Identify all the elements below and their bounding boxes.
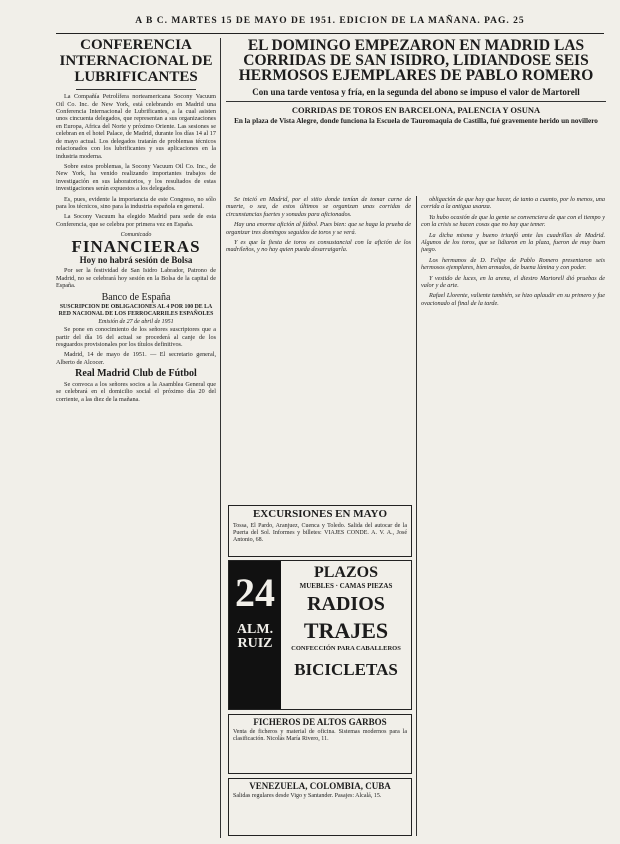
ad-ruiz-name: ALM. RUIZ xyxy=(236,622,274,651)
header-rule xyxy=(56,33,604,34)
ad-ruiz-side-banner xyxy=(229,561,281,709)
ad-venezuela xyxy=(228,778,412,836)
column-divider xyxy=(220,38,221,838)
main-headline: EL DOMINGO EMPEZARON EN MADRID LAS CORRIDAS DE SAN ISIDRO, LIDIANDOSE SEIS HERMOSOS EJEMPLARES DE PABLO ROMERO xyxy=(238,38,594,84)
ad-ruiz-bicicletas: BICICLETAS xyxy=(294,659,398,679)
left-title-rule xyxy=(76,89,196,90)
ad-ficheros-title: FICHEROS DE ALTOS GARBOS xyxy=(253,717,387,727)
ad-ruiz-plazos: PLAZOS xyxy=(313,564,378,581)
ad-venezuela-text: Salidas regulares desde Vigo y Santander. Pasajes: Alcalá, 15. xyxy=(233,793,382,800)
ad-excursiones-text: Tossa, El Pardo, Aranjuez, Cuenca y Toledo. Salida del autocar de la Puerta del Sol. Informes y billetes: VIAJES CONDE. A. V. A., José Antonio, 68. xyxy=(233,522,407,543)
ad-ruiz-number: 24 xyxy=(235,570,275,615)
right-paragraph-1: obligación de que hay que hacer, de tanto a cuanto, por lo menos, una corrida a la antigua usanza. xyxy=(421,196,605,211)
banco-title: Banco de España xyxy=(101,291,171,303)
banco-signature: Madrid, 14 de mayo de 1951. — El secretario general, Alberto de Alcocer. xyxy=(56,351,216,366)
right-paragraph-2: Ya hubo ocasión de que la gente se convenciera de que con el tiempo y con la crisis se hacen cosas que no hay que temer. xyxy=(421,213,605,229)
left-paragraph-1: La Compañía Petrolífera norteamericana Socony Vacuum Oil Co. Inc. de New York, está celebrando en Madrid una Conferencia Internacional de Lubrificantes, a la cual asisten unos cincuenta delegados, que representan a sus organizaciones en Europa, Africa del Norte y próximo Oriente. Las sesiones se celebran en el hotel Palace, de Madrid, durante los días 14 al 17 de mayo actual. Los delegados tratarán de problemas técnicos relacionados con los lubrificantes y sus aplicaciones en la industria moderna. xyxy=(56,93,216,160)
left-paragraph-3: Es, pues, evidente la importancia de este Congreso, no sólo para los técnicos, sino para la industria española en general. xyxy=(56,195,216,210)
real-madrid-title: Real Madrid Club de Fútbol xyxy=(75,368,197,380)
left-column xyxy=(56,38,216,838)
ad-almacenes-ruiz xyxy=(228,560,412,710)
main-subhead-3: En la plaza de Vista Alegre, donde funciona la Escuela de Tauromaquia de Castilla, fué gravemente herido un novillero xyxy=(234,116,598,125)
subhead-rule xyxy=(226,101,606,102)
middle-text-column xyxy=(226,196,411,498)
ad-ruiz-confeccion: CONFECCIÓN PARA CABALLEROS xyxy=(291,645,401,652)
ad-excursiones xyxy=(228,505,412,557)
ad-ruiz-muebles: MUEBLES · CAMAS PIEZAS xyxy=(299,582,393,590)
main-subhead-2: CORRIDAS DE TOROS EN BARCELONA, PALENCIA Y OSUNA xyxy=(291,105,541,115)
financieras-subtitle: Hoy no habrá sesión de Bolsa xyxy=(79,255,193,265)
ad-ruiz-trajes: TRAJES xyxy=(303,618,389,643)
right-paragraph-5: Y vestido de luces, en la arena, el diestro Martorell dió pruebas de valor y de arte. xyxy=(421,274,605,290)
financieras-title: FINANCIERAS xyxy=(71,237,201,257)
banco-paragraph: Se pone en conocimiento de los señores suscriptores que a partir del día 16 del actual se procederá al canje de los resguardos provisionales por los títulos definitivos. xyxy=(56,326,216,348)
right-paragraph-3: La dicha misma y bueno triunfó ante las cuadrillas de Madrid. Algunos de los toros, que se lidiaron en la plaza, fueron de muy buen juego. xyxy=(421,231,605,254)
right-text-column xyxy=(421,196,605,836)
page-header: A B C. MARTES 15 DE MAYO DE 1951. EDICION DE LA MAÑANA. PAG. 25 xyxy=(135,16,525,26)
section-label: Comunicado xyxy=(120,232,152,239)
bolsa-paragraph: Por ser la festividad de San Isidro Labrador, Patrono de Madrid, no se celebrará hoy sesión en la Bolsa de la capital de España. xyxy=(56,267,216,290)
middle-paragraph-1: Se inició en Madrid, por el sitio donde tenían de tomar carne de muerte, o sea, de estos últimos se organizan unas corridas de circunstancias fuertes y sonadas para aficionados. xyxy=(226,196,411,218)
real-madrid-paragraph: Se convoca a los señores socios a la Asamblea General que se celebrará en el domicilio social el próximo día 20 del corriente, a las diez de la mañana. xyxy=(56,380,216,403)
middle-paragraph-3: Y es que la fiesta de toros es consustancial con la afición de los madrileños, y no hay quien pueda desarraigarla. xyxy=(226,239,411,254)
banco-subtitle: SUSCRIPCION DE OBLIGACIONES AL 4 POR 100 DE LA RED NACIONAL DE LOS FERROCARRILES ESPAÑOLES xyxy=(58,304,214,318)
column-divider-2 xyxy=(416,196,417,836)
ad-venezuela-title: VENEZUELA, COLOMBIA, CUBA xyxy=(249,781,391,791)
ad-excursiones-title: EXCURSIONES EN MAYO xyxy=(252,508,388,520)
left-headline: CONFERENCIA INTERNACIONAL DE LUBRIFICANTES xyxy=(59,38,213,85)
left-paragraph-2: Sobre estos problemas, la Socony Vacuum Oil Co. Inc., de New York, ha venido realizando importantes trabajos de investigación en sus laboratorios, y los resultados de estas investigaciones serán expuestos a los delegados. xyxy=(56,162,216,193)
main-subhead: Con una tarde ventosa y fría, en la segunda del abono se impuso el valor de Martorell xyxy=(252,87,580,97)
ad-ruiz-radios: RADIOS xyxy=(307,593,385,615)
right-paragraph-6: Rafael Llorente, valiente también, se hizo aplaudir en su primero y fue ovacionado al final de la tarde. xyxy=(421,292,605,307)
middle-paragraph-2: Hay una enorme afición al fútbol. Pues bien: que se haga la prueba de organizar tres domingos seguidos de toros y se verá. xyxy=(226,221,411,236)
emision-date: Emisión de 27 de abril de 1951 xyxy=(98,319,174,326)
right-paragraph-4: Los hermanos de D. Felipe de Pablo Romero presentaron seis hermosos ejemplares, bien armados, de buena lámina y con poder. xyxy=(421,256,605,272)
ad-ruiz-content xyxy=(285,565,407,678)
left-paragraph-4: La Socony Vacuum ha elegido Madrid para sede de esta Conferencia, que se celebra por primera vez en España. xyxy=(56,213,216,228)
ad-ficheros xyxy=(228,714,412,774)
ad-ficheros-text: Venta de ficheros y material de oficina. Sistemas modernos para la clasificación. Nicolás María Rivero, 11. xyxy=(233,729,407,743)
